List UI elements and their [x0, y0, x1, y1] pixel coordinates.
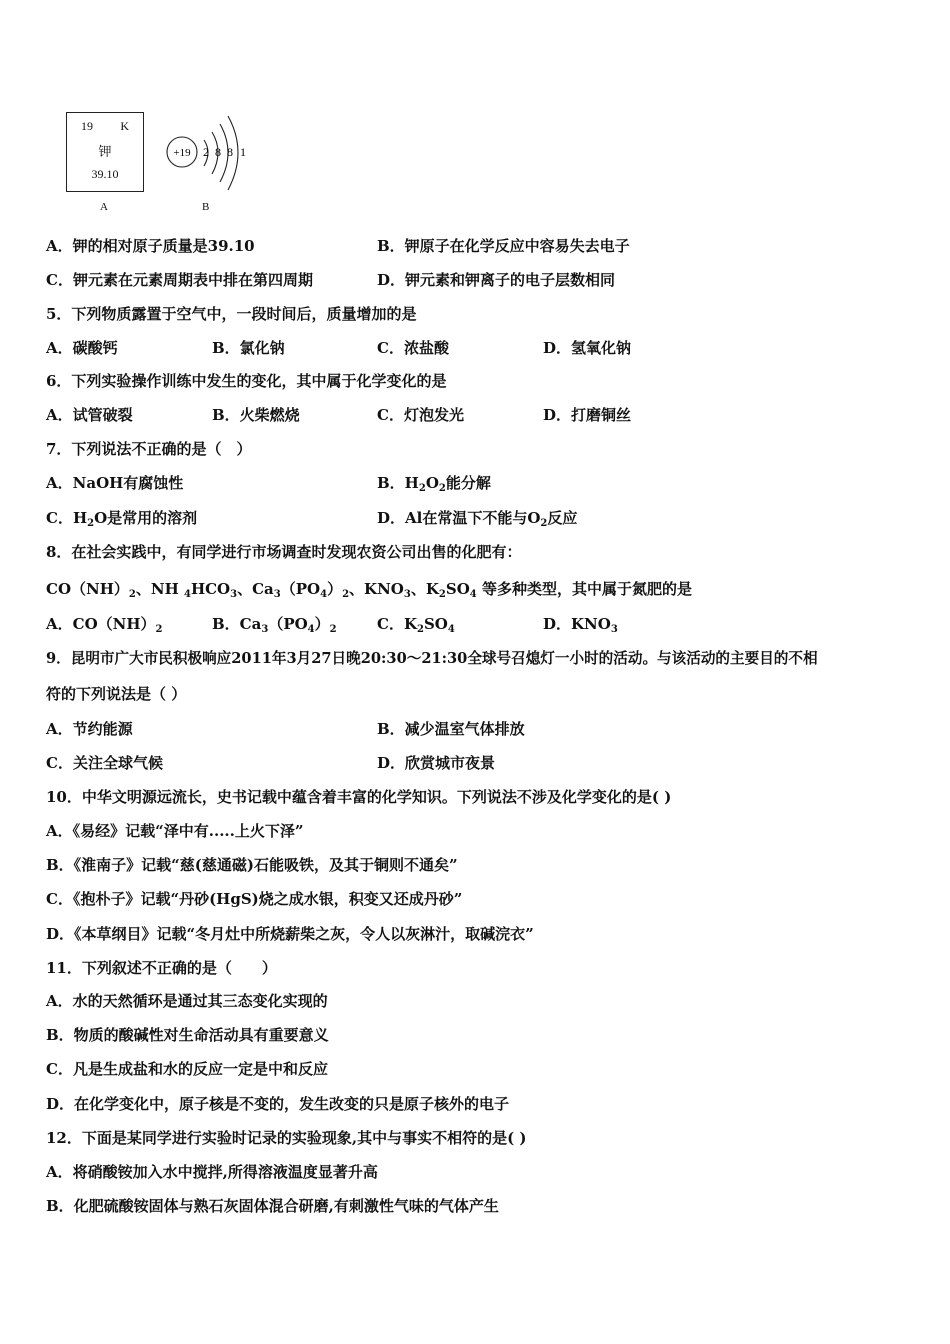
- q7-option-b: B．$H_2O_2$能分解: [377, 474, 491, 494]
- q4-option-c: C．钾元素在元素周期表中排在第四周期: [46, 271, 313, 289]
- q9-option-b: B．减少温室气体排放: [377, 720, 525, 738]
- q6-option-d: D．打磨铜丝: [543, 406, 632, 424]
- figure-label-a: A: [100, 201, 108, 213]
- q10-stem: 10．中华文明源远流长，史书记载中蕴含着丰富的化学知识。下列说法不涉及化学变化的是( ): [46, 788, 672, 806]
- q5-option-b: B．氯化钠: [212, 339, 285, 357]
- q7-option-a: A．NaOH有腐蚀性: [46, 474, 184, 492]
- q7-stem: 7．下列说法不正确的是（ ）: [46, 440, 252, 458]
- q5-option-a: A．碳酸钙: [46, 339, 118, 357]
- q10-option-a: A．《易经》记载“泽中有.....上火下泽”: [46, 822, 304, 840]
- q8-option-d: D．$KNO_3$: [543, 615, 618, 635]
- atom-svg: [160, 108, 260, 200]
- q9-option-d: D．欣赏城市夜景: [377, 754, 496, 772]
- q4-option-d: D．钾元素和钾离子的电子层数相同: [377, 271, 616, 289]
- q12-option-b: B．化肥硫酸铵固体与熟石灰固体混合研磨,有刺激性气味的气体产生: [46, 1197, 499, 1215]
- q8-stem: 8．在社会实践中，有同学进行市场调查时发现农资公司出售的化肥有：: [46, 543, 522, 561]
- nucleus-charge: +19: [173, 147, 191, 159]
- q8-fertilizer-list: $CO(NH)_2$、NH $_4HCO_3$、$Ca_3(PO_4)_2$、$KNO_3$、$K_2SO_4$ 等多种类型，其中属于氮肥的是: [46, 580, 692, 600]
- atomic-structure-diagram: [160, 108, 260, 200]
- q9-stem-line-2: 符的下列说法是（ ）: [46, 685, 187, 703]
- q8-option-b: B．$Ca_3(PO_4)_2$: [212, 615, 337, 635]
- q11-option-b: B．物质的酸碱性对生命活动具有重要意义: [46, 1026, 329, 1044]
- q4-option-a: A．钾的相对原子质量是39.10: [46, 237, 255, 255]
- q6-stem: 6．下列实验操作训练中发生的变化，其中属于化学变化的是: [46, 372, 447, 390]
- shell-electrons-3: 8: [227, 145, 233, 159]
- q11-stem: 11．下列叙述不正确的是（ ）: [46, 959, 277, 977]
- q6-option-b: B．火柴燃烧: [212, 406, 300, 424]
- q7-option-c: C．$H_2O$是常用的溶剂: [46, 509, 198, 529]
- shell-electrons-2: 8: [215, 145, 221, 159]
- q10-option-d: D．《本草纲目》记载“冬月灶中所烧薪柴之灰，令人以灰淋汁，取碱浣衣”: [46, 925, 534, 943]
- q9-option-c: C．关注全球气候: [46, 754, 163, 772]
- q8-option-a: A．$CO(NH)_2$: [46, 615, 163, 635]
- atomic-mass: 39.10: [91, 167, 119, 181]
- figure-label-b: B: [202, 201, 210, 213]
- q12-option-a: A．将硝酸铵加入水中搅拌,所得溶液温度显著升高: [46, 1163, 378, 1181]
- element-symbol: K: [120, 119, 129, 133]
- potassium-figure: [60, 108, 280, 220]
- q9-stem-line-1: 9．昆明市广大市民积极响应2011年3月27日晚20:30～21:30全球号召熄灯一小时的活动。与该活动的主要目的不相: [46, 650, 818, 667]
- q5-stem: 5．下列物质露置于空气中，一段时间后，质量增加的是: [46, 305, 417, 323]
- q12-stem: 12．下面是某同学进行实验时记录的实验现象,其中与事实不相符的是( ): [46, 1129, 527, 1147]
- atomic-number: 19: [81, 119, 93, 133]
- q11-option-d: D．在化学变化中，原子核是不变的，发生改变的只是原子核外的电子: [46, 1095, 510, 1113]
- q10-option-b: B．《淮南子》记载“慈(慈通磁)石能吸铁，及其于铜则不通矣”: [46, 856, 458, 874]
- q8-option-c: C．$K_2SO_4$: [377, 615, 455, 635]
- element-tile: [66, 112, 144, 192]
- q4-option-b: B．钾原子在化学反应中容易失去电子: [377, 237, 630, 255]
- q7-option-d: D．Al在常温下不能与$O_2$反应: [377, 509, 578, 529]
- q10-option-c: C．《抱朴子》记载“丹砂(HgS)烧之成水银，积变又还成丹砂”: [46, 890, 463, 908]
- q5-option-c: C．浓盐酸: [377, 339, 449, 357]
- shell-electrons-4: 1: [240, 145, 246, 159]
- q11-option-a: A．水的天然循环是通过其三态变化实现的: [46, 992, 328, 1010]
- shell-electrons-1: 2: [203, 145, 209, 159]
- q9-option-a: A．节约能源: [46, 720, 133, 738]
- element-name: 钾: [98, 144, 112, 159]
- q6-option-c: C．灯泡发光: [377, 406, 464, 424]
- q11-option-c: C．凡是生成盐和水的反应一定是中和反应: [46, 1060, 328, 1078]
- q5-option-d: D．氢氧化钠: [543, 339, 632, 357]
- q6-option-a: A．试管破裂: [46, 406, 133, 424]
